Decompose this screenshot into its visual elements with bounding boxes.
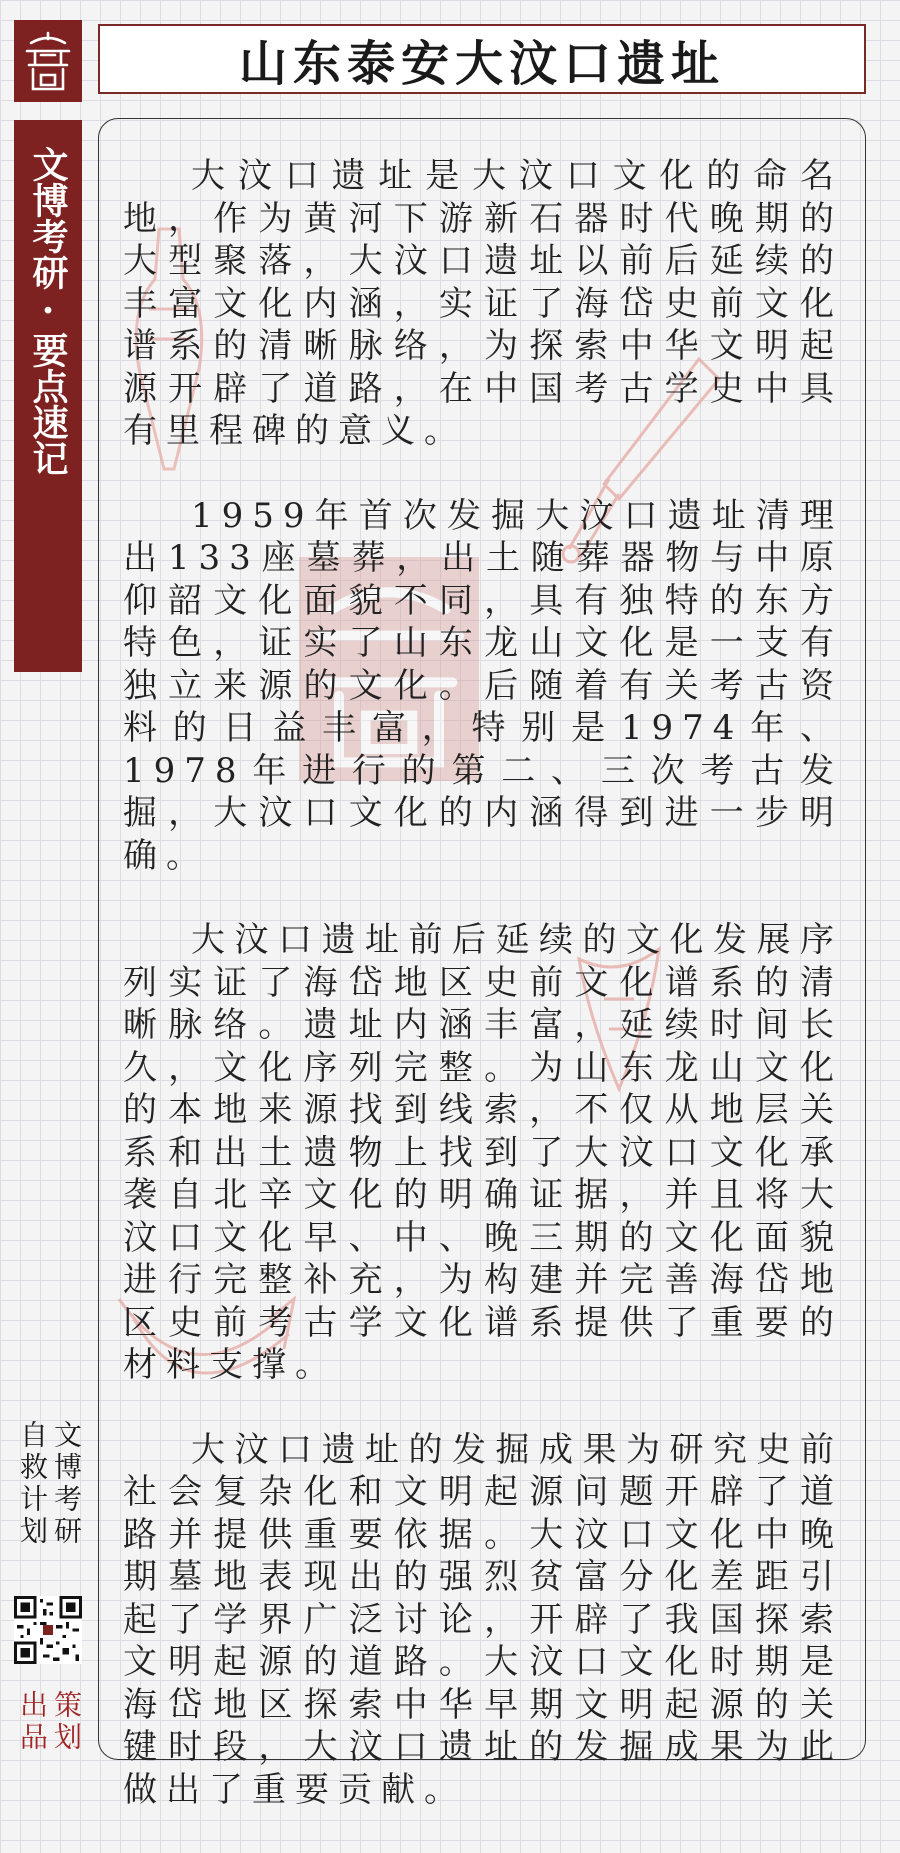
paragraph: 大汶口遗址是大汶口文化的命名地，作为黄河下游新石器时代晚期的大型聚落，大汶口遗址以前后延续的丰富文化内涵，实证了海岱史前文化谱系的清晰脉络，为探索中华文明起源开辟了道路，在中国考古学史中具有里程碑的意义。 [123, 156, 843, 451]
page-title: 山东泰安大汶口遗址 [238, 35, 725, 92]
credit-line-2: 自救计划 [16, 1420, 49, 1548]
qr-code[interactable] [14, 1596, 82, 1664]
credit-label [16, 1420, 82, 1580]
title-bar [98, 24, 866, 94]
org-line-2: 出品 [16, 1690, 49, 1754]
org-label [16, 1690, 82, 1762]
logo-emblem-icon [21, 29, 75, 93]
org-line-1: 策划 [50, 1690, 83, 1754]
credit-line-1: 文博考研 [50, 1420, 83, 1548]
article-body [123, 155, 843, 1853]
content-panel [98, 118, 866, 1810]
banner-text: 文博考研·要点速记 [27, 146, 69, 476]
paragraph: 大汶口遗址的发掘成果为研究史前社会复杂化和文明起源问题开辟了道路并提供重要依据。大汶口文化中晚期墓地表现出的强烈贫富分化差距引起了学界广泛讨论，开辟了我国探索文明起源的道路。大汶口文化时期是海岱地区探索中华早期文明起源的关键时段，大汶口遗址的发掘成果为此做出了重要贡献。 [123, 1429, 843, 1810]
paragraph: 1959年首次发掘大汶口遗址清理出133座墓葬，出土随葬器物与中原仰韶文化面貌不同，具有独特的东方特色，证实了山东龙山文化是一支有独立来源的文化。后随着有关考古资料的日益丰富，特别是1974年、1978年进行的第二、三次考古发掘，大汶口文化的内涵得到进一步明确。 [123, 495, 843, 876]
side-banner [14, 120, 82, 672]
logo [14, 20, 82, 102]
qr-code-icon [14, 1596, 82, 1664]
paragraph: 大汶口遗址前后延续的文化发展序列实证了海岱地区史前文化谱系的清晰脉络。遗址内涵丰富，延续时间长久，文化序列完整。为山东龙山文化的本地来源找到线索，不仅从地层关系和出土遗物上找到了大汶口文化承袭自北辛文化的明确证据，并且将大汶口文化早、中、晚三期的文化面貌进行完整补充，为构建并完善海岱地区史前考古学文化谱系提供了重要的材料支撑。 [123, 920, 843, 1385]
